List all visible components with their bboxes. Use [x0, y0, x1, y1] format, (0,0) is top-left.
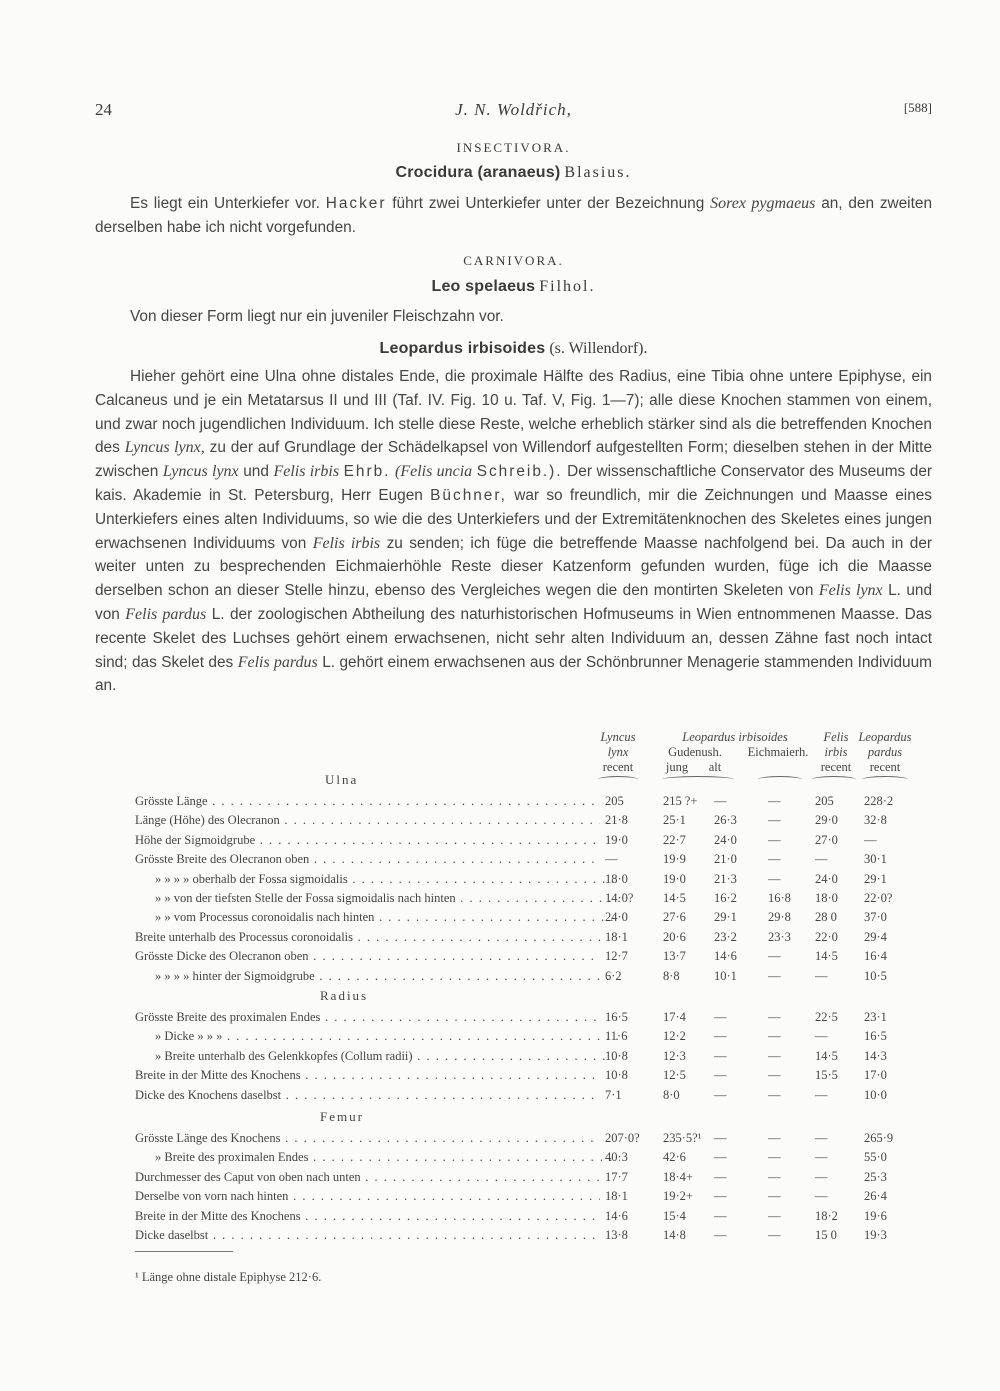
species-name: Crocidura (aranaeus) — [395, 164, 561, 181]
row-label: » Dicke » » » . . . — [135, 1029, 620, 1044]
cell-value: 18·4+ — [663, 1169, 693, 1184]
brace-mark — [662, 776, 734, 783]
cell-value: 14·6 — [605, 1208, 628, 1223]
section-heading-insectivora: INSECTIVORA. — [456, 140, 571, 155]
cell-value: 235·5?¹ — [663, 1131, 702, 1145]
cell-value: — — [768, 832, 781, 847]
cell-value: — — [864, 832, 877, 847]
cell-value: 265·9 — [864, 1131, 894, 1145]
cell-value: 215 ?+ — [663, 794, 698, 808]
cell-value: 22·0 — [815, 929, 838, 944]
cell-value: 19·6 — [864, 1208, 887, 1223]
cell-value: — — [714, 794, 727, 808]
cell-value: 16·5 — [864, 1029, 887, 1044]
species-author: (s. Willendorf). — [549, 340, 648, 357]
cell-value: 19·2+ — [663, 1189, 693, 1204]
col-header-eichmaierh: Eichmaierh. — [747, 745, 809, 759]
table-section-radius: Radius — [320, 988, 369, 1003]
table-row — [0, 833, 1000, 851]
cell-value: 26·3 — [714, 813, 737, 828]
footnote: ¹ Länge ohne distale Epiphyse 212·6. — [135, 1270, 322, 1284]
species-name: Leo spelaeus — [431, 278, 536, 295]
cell-value: 19·3 — [864, 1228, 887, 1242]
cell-value: — — [768, 871, 781, 886]
cell-value: 23·3 — [768, 929, 791, 944]
cell-value: — — [815, 1150, 828, 1165]
cell-value: 29·1 — [714, 910, 737, 925]
table-row — [0, 1209, 1000, 1227]
cell-value: 17·0 — [864, 1068, 887, 1083]
row-label: Derselbe von vorn nach hinten . . . — [135, 1189, 600, 1204]
table-row — [0, 1029, 1000, 1047]
cell-value: — — [815, 1189, 828, 1204]
cell-value: 16·2 — [714, 891, 737, 905]
cell-value: — — [768, 949, 781, 964]
cell-value: 18·0 — [815, 891, 838, 905]
cell-value: 16·8 — [768, 891, 791, 905]
cell-value: 24·0 — [815, 871, 838, 886]
row-label: Breite unterhalb des Processus coronoidalis . . . — [135, 930, 600, 945]
cell-value: 18·2 — [815, 1208, 838, 1223]
table-row — [0, 872, 1000, 890]
cell-value: — — [768, 1029, 781, 1044]
paragraph-crocidura: Es liegt ein Unterkiefer vor. Hacker führt zwei Unterkiefer unter der Bezeichnung Sorex pygmaeus an, den zweiten derselben habe ich nicht vorgefunden. — [95, 195, 932, 236]
row-label: Höhe der Sigmoidgrube . . . — [135, 833, 600, 848]
cell-value: — — [714, 1048, 727, 1063]
cell-value: 14·3 — [864, 1048, 887, 1063]
table-row — [0, 930, 1000, 948]
cell-value: 6·2 — [605, 968, 622, 983]
cell-value: 16·5 — [605, 1010, 628, 1024]
cell-value: — — [815, 1029, 828, 1044]
brace-mark — [812, 776, 856, 783]
cell-value: — — [768, 1169, 781, 1184]
running-title: J. N. Woldřich, — [455, 100, 572, 119]
table-section-ulna: Ulna — [325, 772, 359, 787]
cell-value: 27·6 — [663, 910, 686, 925]
table-row — [0, 794, 1000, 812]
cell-value: — — [768, 1208, 781, 1223]
table-row — [0, 1131, 1000, 1149]
cell-value: 22·0? — [864, 891, 893, 905]
cell-value: 10·5 — [864, 968, 887, 983]
row-label: Dicke daselbst . . . — [135, 1228, 600, 1243]
cell-value: — — [768, 1189, 781, 1204]
cell-value: 40·3 — [605, 1150, 628, 1165]
paragraph-leopardus: Hieher gehört eine Ulna ohne distales Ende, die proximale Hälfte des Radius, eine Tibia ohne untere Epiphyse, ein Calcaneus und je ein Metatarsus II und III (Taf. IV. Fig. 10 u. Taf. V, Fig. 1—7); alle diese Knochen stammen von einem, und zwar noch jugendlichen Individuum. Ich stelle diese Reste, welche erheblich stärker sind als die betreffenden Knochen des Lyncus lynx, zu der auf Grundlage der Schädelkapsel von Willendorf aufgestellten Form; dieselben stehen in der Mitte zwischen Lyncus lynx und Felis irbis Ehrb. (Felis uncia Schreib.). Der wissenschaftliche Conservator des Museums der kais. Akademie in St. Petersburg, Herr Eugen Büchner, war so freundlich, mir die Zeichnungen und Maasse eines Unterkiefers eines alten Individuums, so wie die des Unterkiefers und der Extremitätenknochen des Skeletes eines jungen erwachsenen Individuums von Felis irbis zu senden; ich füge die betreffende Maasse nachfolgend bei. Da auch in der weiter unten zu besprechenden Eichmaierhöhle Reste dieser Katzenform gefunden wurden, füge ich die Maasse derselben schon an dieser Stelle hinzu, ebenso des Vergleiches wegen die den montirten Skeleten von Felis lynx L. und von Felis pardus L. der zoologischen Abtheilung des naturhistorischen Hofmuseums in Wien entnommenen Maasse. Das recente Skelet des Luchses gehört einem erwachsenen, nicht sehr alten Individuum an, dessen Zähne fast noch intact sind; das Skelet des Felis pardus L. gehört einem erwachsenen aus der Schönbrunner Menagerie stammenden Individuum an. — [95, 368, 933, 695]
cell-value: — — [768, 968, 781, 983]
row-label: Grösste Länge . . . — [135, 794, 600, 809]
cell-value: 10·8 — [605, 1048, 628, 1063]
cell-value: 14·5 — [663, 891, 686, 905]
cell-value: — — [714, 1068, 727, 1083]
table-row — [0, 1170, 1000, 1188]
row-label: » Breite unterhalb des Gelenkkopfes (Collum radii) . . . — [135, 1049, 620, 1064]
cell-value: 13·7 — [663, 949, 686, 964]
table-row — [0, 1088, 1000, 1106]
cell-value: — — [768, 1228, 781, 1242]
cell-value: 25·1 — [663, 813, 686, 828]
cell-value: 29·4 — [864, 929, 887, 944]
cell-value: 15 0 — [815, 1228, 837, 1242]
row-label: » » » » oberhalb der Fossa sigmoidalis . . . — [135, 872, 620, 887]
cell-value: 42·6 — [663, 1150, 686, 1165]
cell-value: — — [714, 1010, 727, 1024]
cell-value: 13·8 — [605, 1228, 628, 1242]
cell-value: — — [714, 1087, 727, 1102]
cell-value: 29·0 — [815, 813, 838, 828]
table-row — [0, 813, 1000, 831]
cell-value: 24·0 — [605, 910, 628, 925]
cell-value: 14·0? — [605, 891, 634, 905]
row-label: Länge (Höhe) des Olecranon . . . — [135, 813, 600, 828]
running-header — [95, 100, 932, 124]
brace-mark — [598, 776, 638, 783]
table-row — [0, 891, 1000, 909]
cell-value: 8·8 — [663, 968, 680, 983]
cell-value: — — [605, 852, 618, 867]
cell-value: 20·6 — [663, 929, 686, 944]
cell-value: 18·1 — [605, 929, 628, 944]
cell-value: 11·6 — [605, 1029, 628, 1044]
cell-value: — — [714, 1189, 727, 1204]
cell-value: — — [768, 794, 781, 808]
cell-value: 17·7 — [605, 1169, 628, 1184]
cell-value: 228·2 — [864, 794, 894, 808]
cell-value: 22·5 — [815, 1010, 838, 1024]
brace-mark — [862, 776, 908, 783]
brace-mark — [758, 776, 802, 783]
cell-value: — — [815, 1087, 828, 1102]
cell-value: — — [714, 1131, 727, 1145]
cell-value: 12·7 — [605, 949, 628, 964]
cell-value: — — [768, 1010, 781, 1024]
row-label: Breite in der Mitte des Knochens . . . — [135, 1068, 600, 1083]
cell-value: 8·0 — [663, 1087, 680, 1102]
cell-value: 22·7 — [663, 832, 686, 847]
cell-value: — — [714, 1228, 727, 1242]
row-label: » » » » hinter der Sigmoidgrube . . . — [135, 969, 620, 984]
cell-value: — — [768, 852, 781, 867]
row-label: Breite in der Mitte des Knochens . . . — [135, 1209, 600, 1224]
row-label: Durchmesser des Caput von oben nach unten . . . — [135, 1170, 600, 1185]
table-row — [0, 910, 1000, 928]
row-label: Grösste Länge des Knochens . . . — [135, 1131, 600, 1146]
cell-value: 205 — [605, 794, 624, 808]
cell-value: 205 — [815, 794, 834, 808]
cell-value: 55·0 — [864, 1150, 887, 1165]
col-header-leopardus-pardus: Leopardus pardus recent — [858, 730, 912, 774]
cell-value: 21·3 — [714, 871, 737, 886]
species-author: Filhol. — [539, 278, 596, 295]
cell-value: 19·9 — [663, 852, 686, 867]
species-heading-leopardus — [95, 340, 932, 358]
cell-value: 19·0 — [605, 832, 628, 847]
table-row — [0, 1189, 1000, 1207]
cell-value: 207·0? — [605, 1131, 640, 1145]
cell-value: 7·1 — [605, 1087, 622, 1102]
paragraph-leo: Von dieser Form liegt nur ein juveniler Fleischzahn vor. — [130, 308, 504, 325]
col-header-leopardus-irbisoides: Leopardus irbisoides — [682, 730, 788, 744]
cell-value: 18·1 — [605, 1189, 628, 1204]
cell-value: 23·1 — [864, 1010, 887, 1024]
cell-value: 29·1 — [864, 871, 887, 886]
table-row — [0, 1228, 1000, 1246]
cell-value: — — [768, 1087, 781, 1102]
table-row — [0, 969, 1000, 987]
cell-value: 32·8 — [864, 813, 887, 828]
cell-value: 21·0 — [714, 852, 737, 867]
cell-value: 29·8 — [768, 910, 791, 925]
cell-value: 12·2 — [663, 1029, 686, 1044]
cell-value: 10·1 — [714, 968, 737, 983]
cell-value: 14·8 — [663, 1228, 686, 1242]
cell-value: 26·4 — [864, 1189, 887, 1204]
cell-value: — — [768, 1048, 781, 1063]
page-number: 24 — [95, 100, 112, 119]
cell-value: 14·6 — [714, 949, 737, 964]
cell-value: 16·4 — [864, 949, 887, 964]
cell-value: 30·1 — [864, 852, 887, 867]
row-label: Grösste Dicke des Olecranon oben . . . — [135, 949, 600, 964]
cell-value: — — [815, 1131, 828, 1145]
cell-value: 28 0 — [815, 910, 837, 925]
row-label: Grösste Breite des proximalen Endes . . . — [135, 1010, 600, 1025]
table-row — [0, 852, 1000, 870]
cell-value: 19·0 — [663, 871, 686, 886]
table-row — [0, 1150, 1000, 1168]
col-header-alt: alt — [708, 760, 722, 774]
cell-value: 21·8 — [605, 813, 628, 828]
cell-value: 12·5 — [663, 1068, 686, 1083]
cell-value: 10·0 — [864, 1087, 887, 1102]
species-name: Leopardus irbisoides — [379, 340, 546, 357]
species-heading-crocidura — [95, 164, 932, 182]
cell-value: — — [714, 1208, 727, 1223]
table-row — [0, 949, 1000, 967]
cell-value: 14·5 — [815, 1048, 838, 1063]
cell-value: — — [815, 1169, 828, 1184]
row-label: Dicke des Knochens daselbst . . . — [135, 1088, 600, 1103]
col-header-gudenush: Gudenush. — [668, 745, 722, 759]
cell-value: 12·3 — [663, 1048, 686, 1063]
cell-value: — — [768, 813, 781, 828]
cell-value: 25·3 — [864, 1169, 887, 1184]
row-label: » Breite des proximalen Endes . . . — [135, 1150, 620, 1165]
cell-value: 27·0 — [815, 832, 838, 847]
cell-value: 24·0 — [714, 832, 737, 847]
footnote-rule — [135, 1251, 233, 1252]
cell-value: — — [768, 1068, 781, 1083]
cell-value: — — [768, 1150, 781, 1165]
col-header-felis-irbis: Felis irbis recent — [820, 730, 852, 774]
species-author: Blasius. — [564, 164, 632, 181]
cell-value: 17·4 — [663, 1010, 686, 1024]
row-label: » » von der tiefsten Stelle der Fossa sigmoidalis nach hinten . . . — [135, 891, 620, 906]
row-label: Grösste Breite des Olecranon oben . . . — [135, 852, 600, 867]
cell-value: 15·4 — [663, 1208, 686, 1223]
col-header-jung: jung — [665, 760, 689, 774]
species-heading-leo — [95, 278, 932, 296]
cell-value: — — [714, 1029, 727, 1044]
table-section-femur: Femur — [320, 1109, 364, 1124]
cell-value: — — [714, 1169, 727, 1184]
cell-value: 10·8 — [605, 1068, 628, 1083]
cell-value: — — [815, 968, 828, 983]
table-row — [0, 1068, 1000, 1086]
cell-value: — — [714, 1150, 727, 1165]
col-header-lyncus: Lyncus lynx recent — [600, 730, 636, 774]
cell-value: 37·0 — [864, 910, 887, 925]
cell-value: 18·0 — [605, 871, 628, 886]
bracket-page-number: [588] — [903, 100, 932, 115]
cell-value: 15·5 — [815, 1068, 838, 1083]
section-heading-carnivora: CARNIVORA. — [463, 253, 564, 268]
table-row — [0, 1010, 1000, 1028]
table-row — [0, 1049, 1000, 1067]
cell-value: 14·5 — [815, 949, 838, 964]
cell-value: — — [768, 1131, 781, 1145]
cell-value: — — [815, 852, 828, 867]
row-label: » » vom Processus coronoidalis nach hinten . . . — [135, 910, 620, 925]
cell-value: 23·2 — [714, 929, 737, 944]
